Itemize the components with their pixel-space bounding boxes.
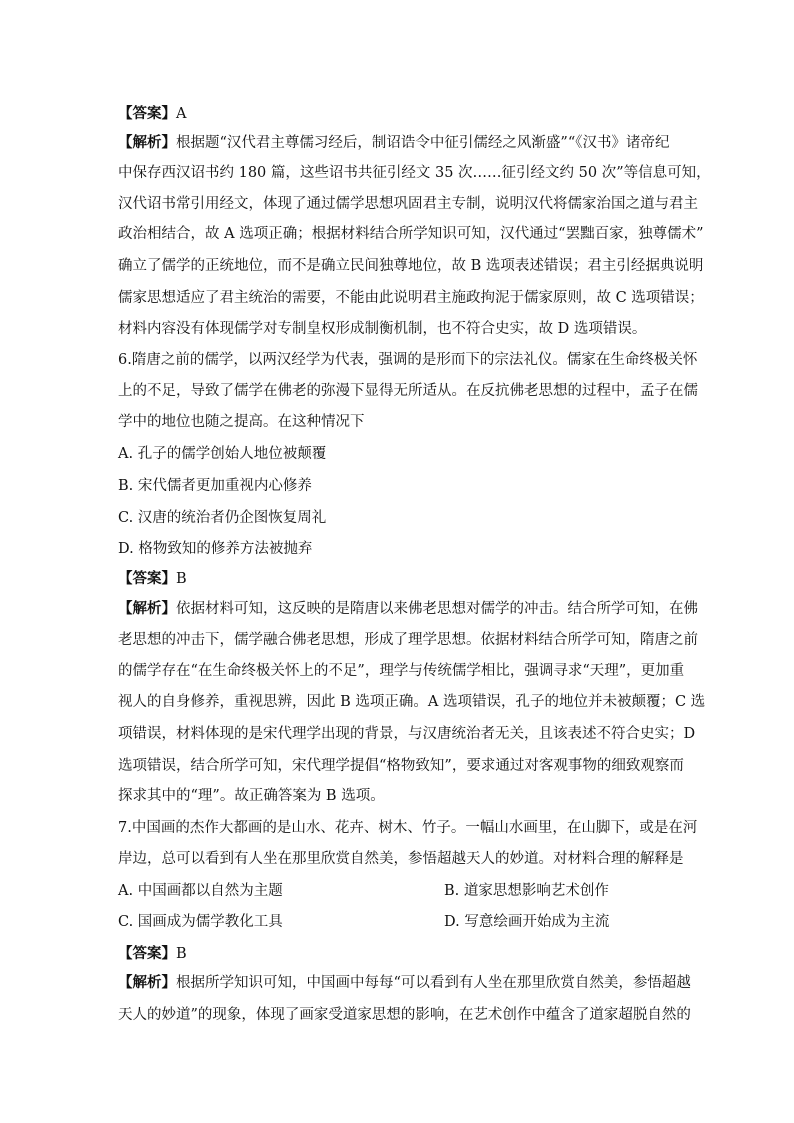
q7-answer-line: [118, 944, 187, 964]
q7-option-c: C. 国画成为儒学教化工具: [118, 914, 283, 930]
q7-answer-value: B: [176, 946, 187, 962]
q5-analysis-text: 中保存西汉诏书约 180 篇，这些诏书共征引经文 35 次……征引经文约 50 次”等信息可知，: [118, 165, 711, 181]
q5-analysis-tag: 【解析】: [118, 134, 176, 151]
q6-analysis-text: 探求其中的“理”。故正确答案为 B 选项。: [118, 788, 385, 804]
q7-option-b: B. 道家思想影响艺术创作: [444, 883, 609, 899]
q5-answer-value: A: [176, 106, 187, 122]
q7-answer-tag: 【答案】: [118, 945, 176, 962]
q7-analysis-line: [118, 973, 691, 993]
q5-analysis-text: 确立了儒学的正统地位，而不是确立民间独尊地位，故 B 选项表述错误；君主引经据典说明: [118, 258, 704, 274]
q7-stem-line: 岸边，总可以看到有人坐在那里欣赏自然美，参悟超越天人的妙道。对材料合理的解释是: [118, 851, 684, 867]
q5-analysis-text: 根据题“汉代君主尊儒习经后，制诏诰令中征引儒经之风渐盛”“《汉书》诸帝纪: [176, 135, 670, 151]
q6-analysis-text: 项错误，材料体现的是宋代理学出现的背景，与汉唐统治者无关，且该表述不符合史实；D: [118, 726, 696, 742]
q6-answer-line: [118, 569, 187, 589]
q6-analysis-tag: 【解析】: [118, 600, 176, 617]
q5-analysis-text: 政治相结合，故 A 选项正确；根据材料结合所学知识可知，汉代通过“罢黜百家，独尊儒术”: [118, 226, 704, 242]
q5-analysis-text: 汉代诏书常引用经文，体现了通过儒学思想巩固君主专制，说明汉代将儒家治国之道与君主: [118, 196, 698, 212]
q6-analysis-text: 依据材料可知，这反映的是隋唐以来佛老思想对儒学的冲击。结合所学可知，在佛: [176, 601, 698, 617]
q6-stem-line: 上的不足，导致了儒学在佛老的弥漫下显得无所适从。在反抗佛老思想的过程中，孟子在儒: [118, 383, 698, 399]
q5-analysis-line: [118, 133, 670, 153]
q7-analysis-tag: 【解析】: [118, 974, 176, 991]
q6-analysis-text: 视人的自身修养，重视思辨，因此 B 选项正确。A 选项错误，孔子的地位并未被颠覆；C 选: [118, 694, 706, 710]
q7-stem-line: 7.中国画的杰作大都画的是山水、花卉、树木、竹子。一幅山水画里，在山脚下，或是在河: [118, 820, 698, 836]
q6-stem-line: 6.隋唐之前的儒学，以两汉经学为代表，强调的是形而下的宗法礼仪。儒家在生命终极关怀: [118, 352, 698, 368]
q6-analysis-text: 选项错误，结合所学可知，宋代理学提倡“格物致知”，要求通过对客观事物的细致观察而: [118, 758, 684, 774]
q6-analysis-text: 老思想的冲击下，儒学融合佛老思想，形成了理学思想。依据材料结合所学可知，隋唐之前: [118, 632, 698, 648]
q6-answer-value: B: [176, 571, 187, 587]
q5-analysis-text: 儒家思想适应了君主统治的需要，不能由此说明君主施政拘泥于儒家原则，故 C 选项错误；: [118, 290, 704, 306]
q5-analysis-text: 材料内容没有体现儒学对专制皇权形成制衡机制，也不符合史实，故 D 选项错误。: [118, 321, 647, 337]
q7-analysis-text: 根据所学知识可知，中国画中每每“可以看到有人坐在那里欣赏自然美，参悟超越: [176, 975, 691, 991]
q7-option-a: A. 中国画都以自然为主题: [118, 883, 283, 899]
q5-answer-line: [118, 104, 186, 124]
q7-analysis-text: 天人的妙道”的现象，体现了画家受道家思想的影响，在艺术创作中蕴含了道家超脱自然的: [118, 1007, 691, 1023]
q6-analysis-line: [118, 599, 698, 619]
q6-answer-tag: 【答案】: [118, 570, 176, 587]
q6-option-a: A. 孔子的儒学创始人地位被颠覆: [118, 446, 327, 462]
q6-analysis-text: 的儒学存在“在生命终极关怀上的不足”，理学与传统儒学相比，强调寻求“天理”，更加重: [118, 663, 685, 679]
q6-stem-line: 学中的地位也随之提高。在这种情况下: [118, 414, 365, 430]
q6-option-c: C. 汉唐的统治者仍企图恢复周礼: [118, 510, 327, 526]
q6-option-d: D. 格物致知的修养方法被抛弃: [118, 541, 313, 557]
q5-answer-tag: 【答案】: [118, 105, 176, 122]
q6-option-b: B. 宋代儒者更加重视内心修养: [118, 478, 312, 494]
q7-option-d: D. 写意绘画开始成为主流: [444, 914, 610, 930]
